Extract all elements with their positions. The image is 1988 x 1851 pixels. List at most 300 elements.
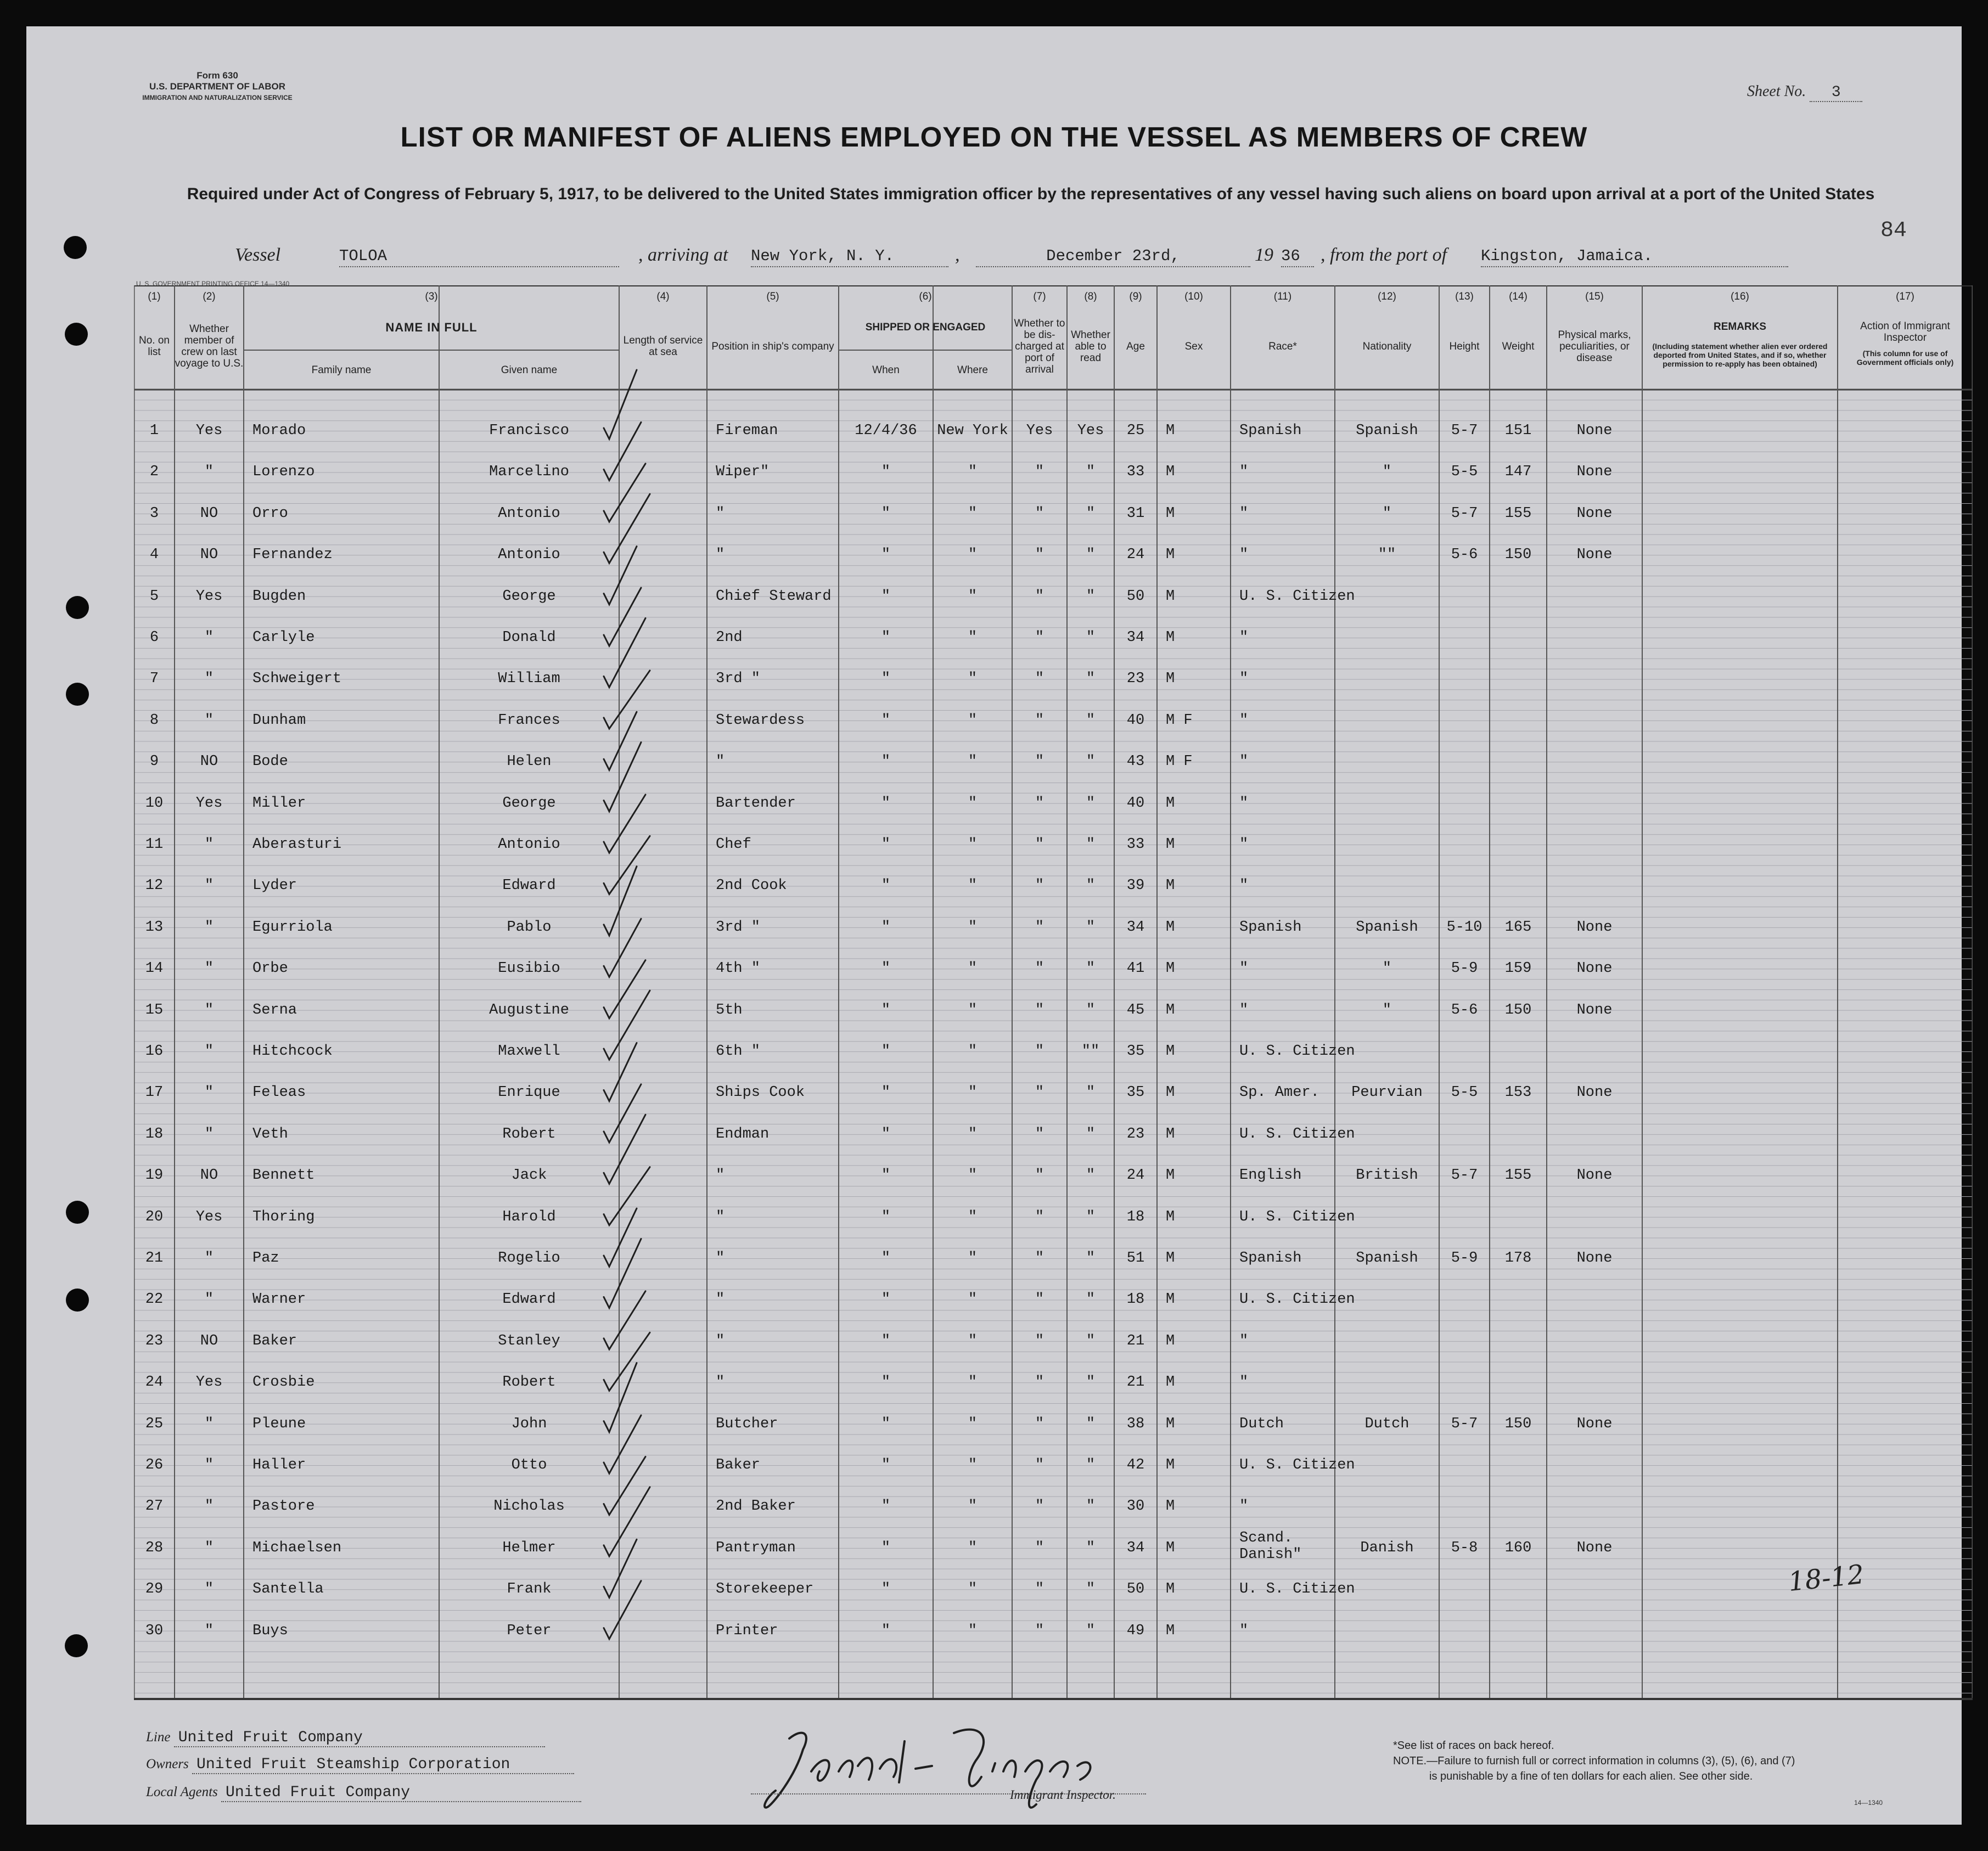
owners-value: United Fruit Steamship Corporation [192,1756,574,1774]
position-cell: 2nd Cook [716,877,787,894]
family-name-cell: Morado [252,423,306,439]
last-voyage-cell: " [204,1291,214,1308]
age-cell: 38 [1126,1415,1145,1432]
header-family-name: Family name [311,364,372,376]
column-number: (4) [656,291,670,302]
family-name-cell: Haller [252,1457,306,1473]
given-name-cell: Jack [511,1167,547,1184]
position-cell: Pantryman [716,1539,796,1556]
given-name-cell: Helmer [502,1539,556,1556]
column-number: (8) [1084,291,1097,302]
shipped-where-cell: " [968,1539,978,1556]
shipped-where-cell: " [968,1622,978,1639]
discharged-cell: " [1035,753,1044,770]
shipped-where-cell: " [968,547,978,564]
given-name-cell: Otto [511,1457,547,1473]
age-cell: 39 [1126,877,1145,894]
header-name-in-full: NAME IN FULL [385,320,478,334]
sex-cell: M [1166,588,1175,605]
form-identifier: Form 630 U.S. DEPARTMENT OF LABOR IMMIGRATION AND NATURALIZATION SERVICE [142,70,293,102]
age-cell: 49 [1126,1622,1145,1639]
family-name-cell: Schweigert [252,671,342,688]
page-title: LIST OR MANIFEST OF ALIENS EMPLOYED ON THE VESSEL AS MEMBERS OF CREW [400,121,1588,153]
header-no-on-list: No. on list [139,335,170,358]
discharged-cell: " [1035,1622,1044,1639]
last-voyage-cell: NO [200,1332,218,1349]
shipped-when-cell: " [881,1250,891,1267]
physical-cell: None [1576,423,1613,439]
last-voyage-cell: " [204,1539,214,1556]
discharged-cell: " [1035,671,1044,688]
able-read-cell: " [1086,1581,1096,1598]
shipped-when-cell: " [881,1291,891,1308]
shipped-where-cell: " [968,1581,978,1598]
penalty-note-1: NOTE.—Failure to furnish full or correct information in columns (3), (5), (6), and (7) [1393,1755,1795,1767]
shipped-when-cell: " [881,588,891,605]
position-cell: 3rd " [716,919,761,936]
weight-cell: 165 [1504,919,1532,936]
given-name-cell: Antonio [498,505,560,522]
age-cell: 33 [1126,836,1145,853]
race-cell: " [1239,505,1249,522]
sex-cell: M [1166,1291,1175,1308]
physical-cell: None [1576,464,1613,481]
age-cell: 50 [1126,1581,1145,1598]
given-name-cell: Rogelio [498,1250,560,1267]
age-cell: 24 [1126,547,1145,564]
header-given-name: Given name [501,364,558,376]
discharged-cell: " [1035,1126,1044,1143]
race-cell: " [1239,464,1249,481]
last-voyage-cell: " [204,836,214,853]
shipped-where-cell: " [968,1250,978,1267]
last-voyage-cell: " [204,1084,214,1101]
last-voyage-cell: NO [200,753,218,770]
last-voyage-cell: " [204,1581,214,1598]
position-cell: Printer [716,1622,778,1639]
last-voyage-cell: Yes [195,1374,223,1391]
able-read-cell: Yes [1077,423,1104,439]
height-cell: 5-9 [1451,1250,1478,1267]
row-number: 3 [149,505,159,522]
sex-cell: M [1166,1622,1175,1639]
given-name-cell: Nicholas [493,1498,565,1515]
given-name-cell: John [511,1415,547,1432]
shipped-where-cell: " [968,1208,978,1225]
date-comma: , [955,245,960,265]
sex-cell: M [1166,505,1175,522]
last-voyage-cell: " [204,1250,214,1267]
last-voyage-cell: Yes [195,795,223,812]
header-discharged: Whether to be dis-charged at port of arrival [1014,317,1065,375]
age-cell: 45 [1126,1002,1145,1019]
shipped-where-cell: " [968,960,978,977]
page-number: 84 [1880,218,1907,243]
vessel-label: Vessel [235,245,281,265]
row-number: 13 [145,919,164,936]
able-read-cell: " [1086,547,1096,564]
position-cell: " [716,753,725,770]
sex-cell: M [1166,1415,1175,1432]
last-voyage-cell: " [204,1002,214,1019]
shipped-when-cell: " [881,1622,891,1639]
form-code: 14—1340 [1854,1799,1883,1807]
nationality-cell: Spanish [1356,1250,1418,1267]
last-voyage-cell: " [204,712,214,729]
discharged-cell: " [1035,1043,1044,1060]
position-cell: 4th " [716,960,761,977]
binder-hole [66,1201,89,1224]
discharged-cell: " [1035,505,1044,522]
sex-cell: M [1166,1126,1175,1143]
last-voyage-cell: " [204,671,214,688]
sex-cell: M [1166,1043,1175,1060]
age-cell: 34 [1126,1539,1145,1556]
nationality-cell: " [1382,960,1392,977]
family-name-cell: Hitchcock [252,1043,333,1060]
race-cell: " [1239,1002,1249,1019]
column-number: (7) [1033,291,1046,302]
age-cell: 18 [1126,1208,1145,1225]
from-port-label: , from the port of [1321,245,1447,265]
race-cell: Sp. Amer. [1239,1084,1319,1101]
column-number: (13) [1455,291,1474,302]
height-cell: 5-8 [1451,1539,1478,1556]
discharged-cell: " [1035,1457,1044,1473]
age-cell: 42 [1126,1457,1145,1473]
family-name-cell: Egurriola [252,919,333,936]
header-age: Age [1126,340,1145,352]
row-number: 11 [145,836,164,853]
discharged-cell: Yes [1026,423,1053,439]
arrival-year: 36 [1281,247,1314,267]
vessel-name: TOLOA [339,247,619,267]
age-cell: 40 [1126,712,1145,729]
discharged-cell: " [1035,629,1044,646]
header-action: Action of Immigrant Inspector [1860,320,1950,344]
sex-cell: M [1166,1002,1175,1019]
able-read-cell: " [1086,1126,1096,1143]
header-height: Height [1449,340,1480,352]
row-number: 15 [145,1002,164,1019]
age-cell: 35 [1126,1084,1145,1101]
footer-agents: Local Agents United Fruit Company [146,1784,581,1802]
shipped-where-cell: " [968,1457,978,1473]
height-cell: 5-7 [1451,1415,1478,1432]
able-read-cell: " [1086,712,1096,729]
able-read-cell: " [1086,960,1096,977]
column-number: (16) [1731,291,1749,302]
row-number: 12 [145,877,164,894]
last-voyage-cell: " [204,1457,214,1473]
binder-hole [65,323,88,346]
physical-cell: None [1576,505,1613,522]
position-cell: Chief Steward [716,588,832,605]
family-name-cell: Serna [252,1002,297,1019]
shipped-when-cell: " [881,877,891,894]
able-read-cell: " [1086,1167,1096,1184]
able-read-cell: " [1086,629,1096,646]
age-cell: 24 [1126,1167,1145,1184]
family-name-cell: Veth [252,1126,288,1143]
column-number: (15) [1585,291,1604,302]
given-name-cell: George [502,588,556,605]
shipped-when-cell: " [881,505,891,522]
physical-cell: None [1576,1084,1613,1101]
given-name-cell: Harold [502,1208,556,1225]
last-voyage-cell: " [204,1498,214,1515]
able-read-cell: " [1086,795,1096,812]
race-cell: Spanish [1239,423,1302,439]
agents-value: United Fruit Company [221,1784,581,1802]
last-voyage-cell: " [204,960,214,977]
column-number: (6) [919,291,932,302]
nationality-cell: British [1356,1167,1418,1184]
row-number: 25 [145,1415,164,1432]
header-race: Race* [1268,340,1297,352]
race-cell: Dutch [1239,1415,1284,1432]
sex-cell: M [1166,1084,1175,1101]
sex-cell: M [1166,1250,1175,1267]
row-number: 4 [149,547,159,564]
race-cell: " [1239,712,1249,729]
year-prefix: 19 [1255,245,1273,265]
sex-cell: M [1166,1539,1175,1556]
row-number: 29 [145,1581,164,1598]
row-number: 5 [149,588,159,605]
race-cell: U. S. Citizen [1239,1043,1355,1060]
able-read-cell: " [1086,836,1096,853]
header-position: Position in ship's company [711,340,834,352]
arrival-date: December 23rd, [976,247,1250,267]
given-name-cell: Marcelino [489,464,569,481]
discharged-cell: " [1035,464,1044,481]
family-name-cell: Thoring [252,1208,315,1225]
nationality-cell: Spanish [1356,423,1418,439]
binder-hole [64,236,87,259]
arriving-port: New York, N. Y. [751,247,948,267]
weight-cell: 150 [1504,1415,1532,1432]
shipped-when-cell: " [881,1084,891,1101]
row-number: 20 [145,1208,164,1225]
header-length-service: Length of service at sea [623,335,703,358]
shipped-when-cell: " [881,795,891,812]
last-voyage-cell: " [204,1622,214,1639]
family-name-cell: Bode [252,753,288,770]
race-cell: U. S. Citizen [1239,1208,1355,1225]
given-name-cell: Frank [507,1581,552,1598]
age-cell: 35 [1126,1043,1145,1060]
race-cell: " [1239,1498,1249,1515]
discharged-cell: " [1035,1208,1044,1225]
height-cell: 5-5 [1451,1084,1478,1101]
discharged-cell: " [1035,1332,1044,1349]
position-cell: 2nd Baker [716,1498,796,1515]
discharged-cell: " [1035,1581,1044,1598]
row-number: 19 [145,1167,164,1184]
shipped-where-cell: " [968,1291,978,1308]
binder-hole [66,1289,89,1312]
family-name-cell: Orro [252,505,288,522]
given-name-cell: Edward [502,877,556,894]
sheet-number: Sheet No. 3 [1747,83,1862,102]
height-cell: 5-6 [1451,547,1478,564]
position-cell: Ships Cook [716,1084,805,1101]
shipped-when-cell: " [881,671,891,688]
position-cell: Fireman [716,423,778,439]
given-name-cell: Peter [507,1622,552,1639]
shipped-when-cell: " [881,1539,891,1556]
sex-cell: M [1166,836,1175,853]
table-grid [134,285,1973,1700]
sex-cell: M [1166,629,1175,646]
given-name-cell: Augustine [489,1002,569,1019]
position-cell: Baker [716,1457,761,1473]
sex-cell: M F [1166,753,1193,770]
shipped-when-cell: " [881,1167,891,1184]
position-cell: Chef [716,836,751,853]
discharged-cell: " [1035,1250,1044,1267]
shipped-where-cell: " [968,753,978,770]
last-voyage-cell: " [204,629,214,646]
able-read-cell: " [1086,1332,1096,1349]
from-port: Kingston, Jamaica. [1481,247,1788,267]
row-number: 22 [145,1291,164,1308]
able-read-cell: " [1086,1498,1096,1515]
column-number: (2) [203,291,216,302]
weight-cell: 150 [1504,1002,1532,1019]
column-number: (12) [1378,291,1396,302]
family-name-cell: Orbe [252,960,288,977]
nationality-cell: " [1382,1002,1392,1019]
race-cell: English [1239,1167,1302,1184]
shipped-when-cell: " [881,1126,891,1143]
nationality-cell: Danish [1360,1539,1414,1556]
header-where: Where [957,364,988,376]
shipped-when-cell: " [881,1415,891,1432]
given-name-cell: Eusibio [498,960,560,977]
shipped-when-cell: " [881,1457,891,1473]
row-number: 17 [145,1084,164,1101]
row-number: 18 [145,1126,164,1143]
age-cell: 23 [1126,671,1145,688]
discharged-cell: " [1035,1539,1044,1556]
shipped-when-cell: " [881,919,891,936]
race-cell: " [1239,1374,1249,1391]
header-able-read: Whether able to read [1071,329,1110,364]
given-name-cell: Stanley [498,1332,560,1349]
sex-cell: M [1166,1374,1175,1391]
shipped-where-cell: " [968,588,978,605]
nationality-cell: " [1382,505,1392,522]
given-name-cell: Donald [502,629,556,646]
shipped-where-cell: " [968,795,978,812]
able-read-cell: " [1086,1374,1096,1391]
sex-cell: M [1166,1581,1175,1598]
shipped-where-cell: " [968,1415,978,1432]
able-read-cell: " [1086,505,1096,522]
row-number: 14 [145,960,164,977]
shipped-where-cell: " [968,505,978,522]
column-number: (17) [1896,291,1914,302]
weight-cell: 159 [1504,960,1532,977]
position-cell: " [716,1332,725,1349]
age-cell: 23 [1126,1126,1145,1143]
position-cell: Storekeeper [716,1581,814,1598]
able-read-cell: " [1086,1002,1096,1019]
sex-cell: M [1166,423,1175,439]
race-cell: " [1239,1622,1249,1639]
race-cell: U. S. Citizen [1239,1457,1355,1473]
shipped-when-cell: 12/4/36 [855,423,917,439]
physical-cell: None [1576,1415,1613,1432]
discharged-cell: " [1035,547,1044,564]
last-voyage-cell: NO [200,505,218,522]
last-voyage-cell: Yes [195,1208,223,1225]
given-name-cell: Pablo [507,919,552,936]
nationality-cell: "" [1378,547,1396,564]
shipped-where-cell: " [968,1332,978,1349]
given-name-cell: Antonio [498,547,560,564]
row-number: 30 [145,1622,164,1639]
shipped-where-cell: " [968,1126,978,1143]
last-voyage-cell: " [204,464,214,481]
family-name-cell: Bugden [252,588,306,605]
family-name-cell: Pastore [252,1498,315,1515]
able-read-cell: " [1086,877,1096,894]
last-voyage-cell: " [204,877,214,894]
column-number: (5) [766,291,779,302]
shipped-when-cell: " [881,1581,891,1598]
age-cell: 30 [1126,1498,1145,1515]
column-number: (10) [1184,291,1203,302]
header-nationality: Nationality [1362,340,1412,352]
given-name-cell: Helen [507,753,552,770]
last-voyage-cell: NO [200,1167,218,1184]
shipped-where-cell: " [968,836,978,853]
sex-cell: M F [1166,712,1193,729]
races-note: *See list of races on back hereof. [1393,1740,1554,1752]
row-number: 8 [149,712,159,729]
header-weight: Weight [1502,340,1535,352]
row-number: 1 [149,423,159,439]
physical-cell: None [1576,1250,1613,1267]
column-number: (9) [1129,291,1142,302]
footer-owners: Owners United Fruit Steamship Corporation [146,1756,574,1774]
age-cell: 31 [1126,505,1145,522]
row-number: 2 [149,464,159,481]
family-name-cell: Fernandez [252,547,333,564]
last-voyage-cell: " [204,1126,214,1143]
given-name-cell: Maxwell [498,1043,560,1060]
nationality-cell: Spanish [1356,919,1418,936]
able-read-cell: " [1086,671,1096,688]
position-cell: 5th [716,1002,743,1019]
manifest-sheet [26,26,1962,1825]
shipped-when-cell: " [881,1208,891,1225]
age-cell: 51 [1126,1250,1145,1267]
discharged-cell: " [1035,1498,1044,1515]
race-cell: Scand. Danish" [1239,1529,1302,1563]
position-cell: Bartender [716,795,796,812]
weight-cell: 147 [1504,464,1532,481]
position-cell: Endman [716,1126,770,1143]
family-name-cell: Lorenzo [252,464,315,481]
given-name-cell: Antonio [498,836,560,853]
height-cell: 5-7 [1451,423,1478,439]
sex-cell: M [1166,464,1175,481]
given-name-cell: Edward [502,1291,556,1308]
